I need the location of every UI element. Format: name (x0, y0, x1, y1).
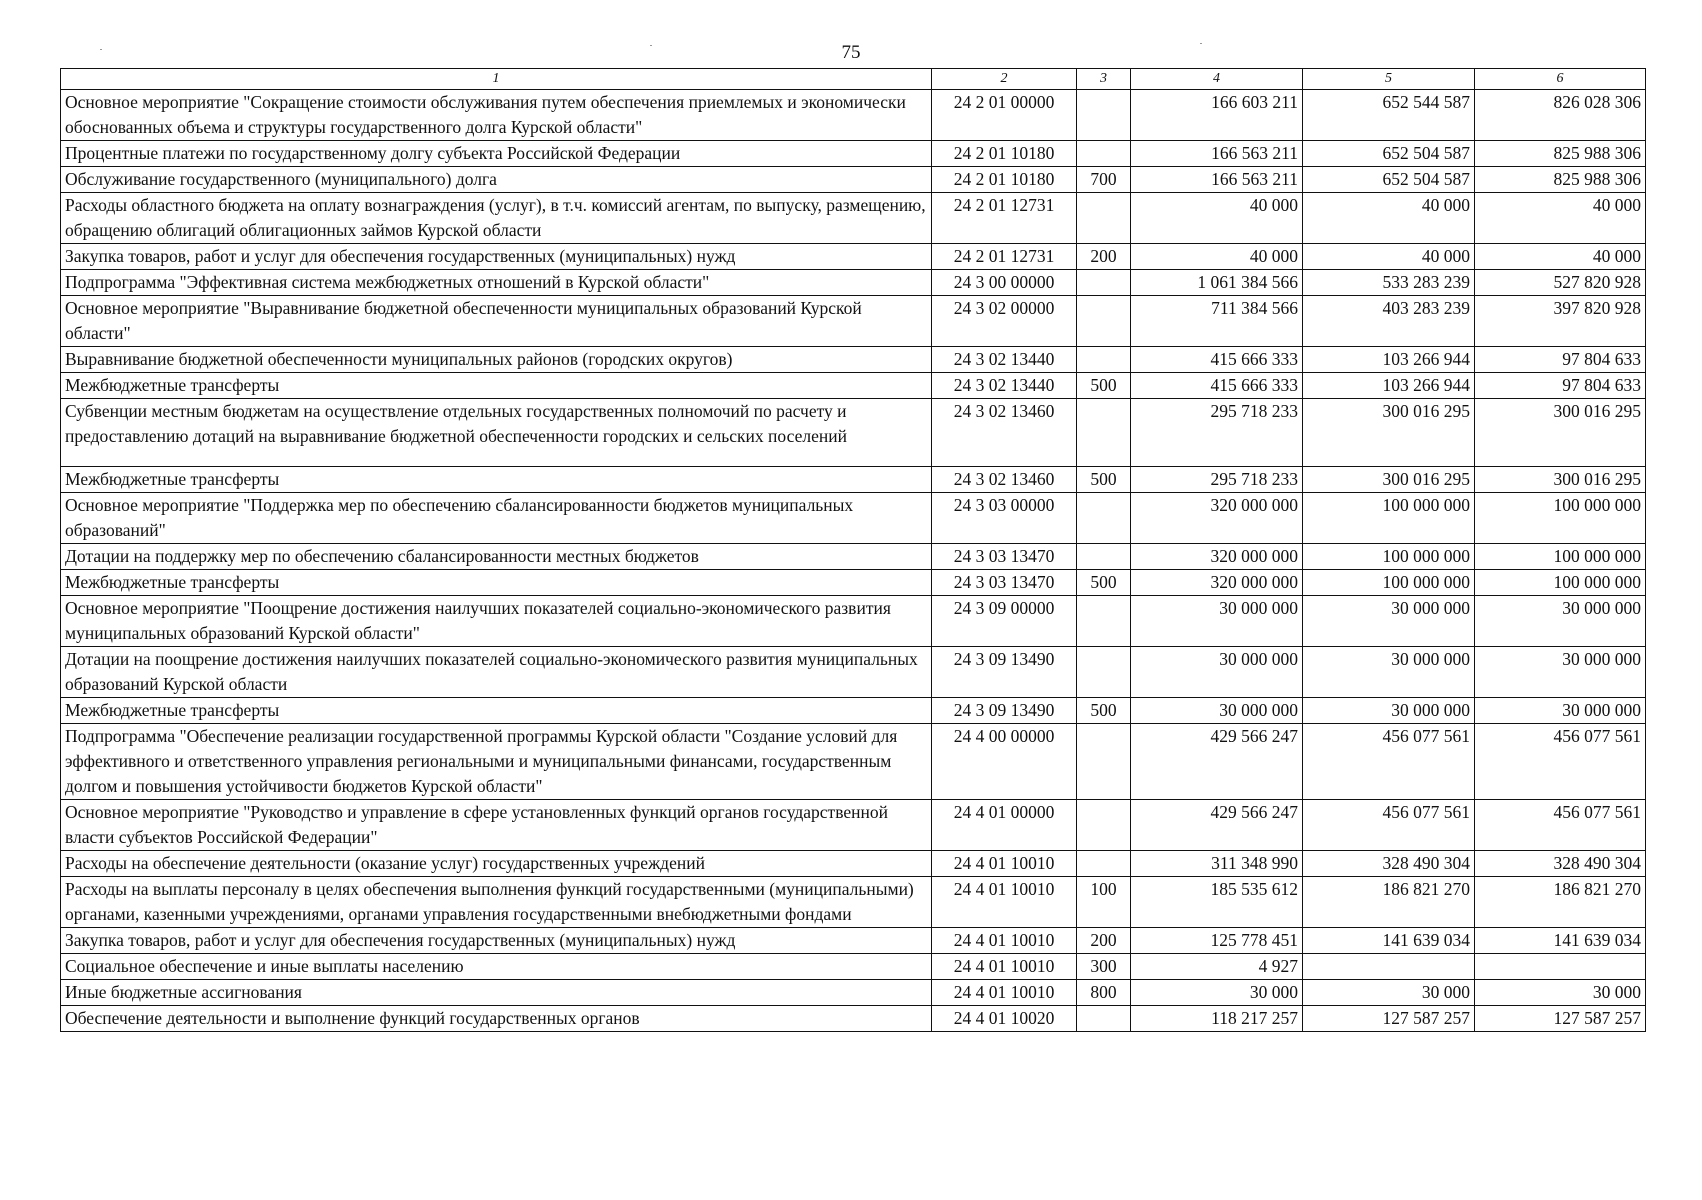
row-value-col6: 100 000 000 (1475, 544, 1646, 570)
row-code: 24 2 01 12731 (932, 193, 1077, 244)
row-expense-type (1077, 647, 1131, 698)
column-number: 5 (1303, 69, 1475, 90)
row-code: 24 3 09 13490 (932, 647, 1077, 698)
row-code: 24 3 02 13460 (932, 399, 1077, 467)
table-body (61, 90, 1646, 1032)
row-name: Обслуживание государственного (муниципального) долга (61, 167, 932, 193)
row-value-col4: 4 927 (1131, 954, 1303, 980)
row-value-col5: 141 639 034 (1303, 928, 1475, 954)
table-row (61, 596, 1646, 647)
row-code: 24 2 01 00000 (932, 90, 1077, 141)
row-value-col4: 320 000 000 (1131, 570, 1303, 596)
row-code: 24 4 01 10010 (932, 928, 1077, 954)
row-name: Расходы на обеспечение деятельности (оказание услуг) государственных учреждений (61, 851, 932, 877)
table-row (61, 193, 1646, 244)
column-number: 4 (1131, 69, 1303, 90)
row-value-col4: 30 000 000 (1131, 596, 1303, 647)
row-name: Основное мероприятие "Сокращение стоимости обслуживания путем обеспечения приемлемых и экономически обоснованных объема и структуры государственного долга Курской области" (61, 90, 932, 141)
row-expense-type (1077, 493, 1131, 544)
row-value-col6: 456 077 561 (1475, 724, 1646, 800)
table-row (61, 980, 1646, 1006)
scan-speck (650, 45, 652, 46)
row-code: 24 3 02 13440 (932, 347, 1077, 373)
row-expense-type: 500 (1077, 570, 1131, 596)
row-expense-type (1077, 193, 1131, 244)
row-code: 24 3 03 13470 (932, 544, 1077, 570)
row-value-col5: 30 000 000 (1303, 698, 1475, 724)
row-value-col5: 328 490 304 (1303, 851, 1475, 877)
row-expense-type (1077, 851, 1131, 877)
row-expense-type (1077, 399, 1131, 467)
row-value-col6: 40 000 (1475, 193, 1646, 244)
row-expense-type: 700 (1077, 167, 1131, 193)
table-row (61, 141, 1646, 167)
row-name: Межбюджетные трансферты (61, 570, 932, 596)
table-row (61, 270, 1646, 296)
row-expense-type (1077, 90, 1131, 141)
row-code: 24 3 02 13460 (932, 467, 1077, 493)
row-expense-type: 200 (1077, 244, 1131, 270)
row-name: Основное мероприятие "Выравнивание бюджетной обеспеченности муниципальных образований Курской области" (61, 296, 932, 347)
row-value-col4: 429 566 247 (1131, 800, 1303, 851)
row-value-col4: 429 566 247 (1131, 724, 1303, 800)
row-value-col5 (1303, 954, 1475, 980)
table-row (61, 167, 1646, 193)
row-name: Выравнивание бюджетной обеспеченности муниципальных районов (городских округов) (61, 347, 932, 373)
scan-speck (1200, 43, 1202, 44)
row-value-col5: 103 266 944 (1303, 373, 1475, 399)
budget-table (60, 68, 1646, 1032)
row-expense-type: 300 (1077, 954, 1131, 980)
row-value-col5: 652 504 587 (1303, 141, 1475, 167)
row-name: Дотации на поддержку мер по обеспечению сбалансированности местных бюджетов (61, 544, 932, 570)
row-code: 24 3 03 13470 (932, 570, 1077, 596)
table-row (61, 544, 1646, 570)
row-value-col6: 100 000 000 (1475, 570, 1646, 596)
row-value-col5: 30 000 (1303, 980, 1475, 1006)
row-value-col4: 30 000 (1131, 980, 1303, 1006)
row-value-col5: 100 000 000 (1303, 493, 1475, 544)
row-code: 24 2 01 12731 (932, 244, 1077, 270)
row-value-col6: 97 804 633 (1475, 347, 1646, 373)
row-expense-type (1077, 270, 1131, 296)
row-value-col5: 100 000 000 (1303, 570, 1475, 596)
column-numbers-row (61, 69, 1646, 90)
row-value-col4: 166 563 211 (1131, 167, 1303, 193)
table-row (61, 347, 1646, 373)
row-value-col4: 30 000 000 (1131, 698, 1303, 724)
row-code: 24 4 00 00000 (932, 724, 1077, 800)
row-expense-type (1077, 296, 1131, 347)
row-name: Межбюджетные трансферты (61, 467, 932, 493)
row-value-col6: 300 016 295 (1475, 467, 1646, 493)
row-name: Обеспечение деятельности и выполнение функций государственных органов (61, 1006, 932, 1032)
row-name: Основное мероприятие "Руководство и управление в сфере установленных функций органов государственной власти субъектов Российской Федерации" (61, 800, 932, 851)
row-value-col6: 40 000 (1475, 244, 1646, 270)
row-code: 24 3 00 00000 (932, 270, 1077, 296)
row-expense-type: 500 (1077, 373, 1131, 399)
row-value-col5: 300 016 295 (1303, 399, 1475, 467)
table-row (61, 851, 1646, 877)
row-value-col5: 100 000 000 (1303, 544, 1475, 570)
column-number: 1 (61, 69, 932, 90)
row-value-col4: 311 348 990 (1131, 851, 1303, 877)
row-name: Дотации на поощрение достижения наилучших показателей социально-экономического развития муниципальных образований Курской области (61, 647, 932, 698)
row-code: 24 2 01 10180 (932, 167, 1077, 193)
row-value-col4: 40 000 (1131, 244, 1303, 270)
column-number: 3 (1077, 69, 1131, 90)
column-number: 6 (1475, 69, 1646, 90)
row-value-col5: 652 504 587 (1303, 167, 1475, 193)
row-expense-type: 200 (1077, 928, 1131, 954)
row-value-col4: 166 563 211 (1131, 141, 1303, 167)
table-row (61, 399, 1646, 467)
table-row (61, 90, 1646, 141)
row-expense-type (1077, 800, 1131, 851)
row-value-col5: 40 000 (1303, 244, 1475, 270)
row-name: Основное мероприятие "Поддержка мер по обеспечению сбалансированности бюджетов муниципальных образований" (61, 493, 932, 544)
row-value-col5: 456 077 561 (1303, 800, 1475, 851)
row-code: 24 4 01 10010 (932, 877, 1077, 928)
row-value-col6: 826 028 306 (1475, 90, 1646, 141)
row-code: 24 4 01 00000 (932, 800, 1077, 851)
row-value-col5: 300 016 295 (1303, 467, 1475, 493)
row-name: Закупка товаров, работ и услуг для обеспечения государственных (муниципальных) нужд (61, 928, 932, 954)
row-name: Межбюджетные трансферты (61, 698, 932, 724)
row-value-col4: 118 217 257 (1131, 1006, 1303, 1032)
table-row (61, 724, 1646, 800)
row-value-col4: 711 384 566 (1131, 296, 1303, 347)
row-expense-type: 500 (1077, 467, 1131, 493)
row-expense-type: 800 (1077, 980, 1131, 1006)
row-value-col6: 825 988 306 (1475, 141, 1646, 167)
row-value-col5: 40 000 (1303, 193, 1475, 244)
row-code: 24 3 03 00000 (932, 493, 1077, 544)
row-code: 24 3 09 00000 (932, 596, 1077, 647)
row-code: 24 4 01 10020 (932, 1006, 1077, 1032)
row-value-col5: 533 283 239 (1303, 270, 1475, 296)
row-name: Подпрограмма "Эффективная система межбюджетных отношений в Курской области" (61, 270, 932, 296)
row-expense-type (1077, 544, 1131, 570)
row-value-col4: 295 718 233 (1131, 399, 1303, 467)
row-value-col6: 30 000 000 (1475, 596, 1646, 647)
row-expense-type (1077, 1006, 1131, 1032)
table-row (61, 928, 1646, 954)
row-code: 24 3 02 00000 (932, 296, 1077, 347)
row-value-col6: 527 820 928 (1475, 270, 1646, 296)
row-value-col4: 415 666 333 (1131, 347, 1303, 373)
table-row (61, 954, 1646, 980)
table-row (61, 800, 1646, 851)
row-value-col4: 166 603 211 (1131, 90, 1303, 141)
row-expense-type (1077, 724, 1131, 800)
table-row (61, 373, 1646, 399)
row-value-col4: 415 666 333 (1131, 373, 1303, 399)
row-name: Расходы областного бюджета на оплату вознаграждения (услуг), в т.ч. комиссий агентам, по выпуску, размещению, обращению облигаций облигационных займов Курской области (61, 193, 932, 244)
row-value-col6: 30 000 000 (1475, 698, 1646, 724)
row-value-col6: 397 820 928 (1475, 296, 1646, 347)
table-row (61, 570, 1646, 596)
row-value-col6: 97 804 633 (1475, 373, 1646, 399)
row-expense-type (1077, 347, 1131, 373)
row-value-col6: 141 639 034 (1475, 928, 1646, 954)
row-value-col4: 295 718 233 (1131, 467, 1303, 493)
row-value-col4: 30 000 000 (1131, 647, 1303, 698)
row-value-col5: 652 544 587 (1303, 90, 1475, 141)
row-code: 24 3 02 13440 (932, 373, 1077, 399)
row-value-col6: 100 000 000 (1475, 493, 1646, 544)
row-code: 24 2 01 10180 (932, 141, 1077, 167)
row-name: Основное мероприятие "Поощрение достижения наилучших показателей социально-экономического развития муниципальных образований Курской области" (61, 596, 932, 647)
scan-speck (100, 49, 102, 50)
row-value-col6: 328 490 304 (1475, 851, 1646, 877)
row-value-col5: 186 821 270 (1303, 877, 1475, 928)
row-value-col5: 456 077 561 (1303, 724, 1475, 800)
row-value-col4: 320 000 000 (1131, 544, 1303, 570)
row-value-col5: 403 283 239 (1303, 296, 1475, 347)
row-code: 24 3 09 13490 (932, 698, 1077, 724)
row-name: Закупка товаров, работ и услуг для обеспечения государственных (муниципальных) нужд (61, 244, 932, 270)
row-expense-type (1077, 596, 1131, 647)
row-value-col4: 125 778 451 (1131, 928, 1303, 954)
table-row (61, 647, 1646, 698)
page-number: 75 (841, 42, 861, 63)
row-name: Иные бюджетные ассигнования (61, 980, 932, 1006)
row-name: Расходы на выплаты персоналу в целях обеспечения выполнения функций государственными (муниципальными) органами, казенными учреждениями, органами управления государственными внебюджетными фондами (61, 877, 932, 928)
row-value-col6: 127 587 257 (1475, 1006, 1646, 1032)
row-value-col6: 30 000 (1475, 980, 1646, 1006)
row-value-col6: 300 016 295 (1475, 399, 1646, 467)
column-number: 2 (932, 69, 1077, 90)
row-code: 24 4 01 10010 (932, 980, 1077, 1006)
row-name: Межбюджетные трансферты (61, 373, 932, 399)
row-name: Процентные платежи по государственному долгу субъекта Российской Федерации (61, 141, 932, 167)
table-row (61, 296, 1646, 347)
row-expense-type: 500 (1077, 698, 1131, 724)
table-row (61, 467, 1646, 493)
row-code: 24 4 01 10010 (932, 954, 1077, 980)
row-value-col5: 30 000 000 (1303, 596, 1475, 647)
row-value-col5: 103 266 944 (1303, 347, 1475, 373)
table-row (61, 493, 1646, 544)
row-value-col6: 825 988 306 (1475, 167, 1646, 193)
row-expense-type: 100 (1077, 877, 1131, 928)
row-value-col5: 30 000 000 (1303, 647, 1475, 698)
row-value-col4: 1 061 384 566 (1131, 270, 1303, 296)
row-expense-type (1077, 141, 1131, 167)
row-value-col4: 185 535 612 (1131, 877, 1303, 928)
row-value-col6: 456 077 561 (1475, 800, 1646, 851)
row-value-col6 (1475, 954, 1646, 980)
row-value-col6: 30 000 000 (1475, 647, 1646, 698)
row-value-col5: 127 587 257 (1303, 1006, 1475, 1032)
row-value-col6: 186 821 270 (1475, 877, 1646, 928)
row-code: 24 4 01 10010 (932, 851, 1077, 877)
row-name: Социальное обеспечение и иные выплаты населению (61, 954, 932, 980)
table-row (61, 877, 1646, 928)
row-value-col4: 320 000 000 (1131, 493, 1303, 544)
table-row (61, 1006, 1646, 1032)
row-name: Субвенции местным бюджетам на осуществление отдельных государственных полномочий по расчету и предоставлению дотаций на выравнивание бюджетной обеспеченности городских и сельских поселений (61, 399, 932, 467)
row-name: Подпрограмма "Обеспечение реализации государственной программы Курской области "Создание условий для эффективного и ответственного управления региональными и муниципальными финансами, государственным долгом и повышения устойчивости бюджетов Курской области" (61, 724, 932, 800)
table-row (61, 698, 1646, 724)
table-row (61, 244, 1646, 270)
row-value-col4: 40 000 (1131, 193, 1303, 244)
